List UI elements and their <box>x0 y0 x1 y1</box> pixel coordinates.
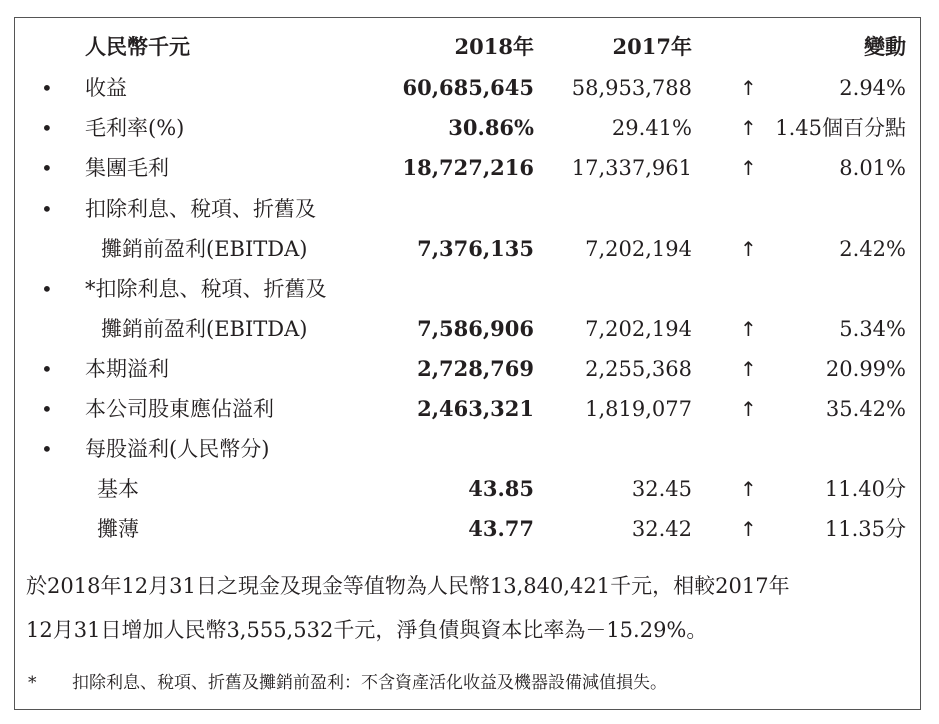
change-value: 1.45個百分點 <box>775 116 906 140</box>
value-2017: 58,953,788 <box>571 76 692 100</box>
footnote-text: 扣除利息、稅項、折舊及攤銷前盈利：不含資產活化收益及機器設備減值損失。 <box>72 673 667 693</box>
value-2018: 2,463,321 <box>417 396 534 421</box>
header-col-change: 變動 <box>864 34 906 59</box>
table-row <box>15 509 920 549</box>
up-arrow-icon: ↑ <box>740 237 757 261</box>
up-arrow-icon: ↑ <box>740 477 757 501</box>
row-label: 扣除利息、稅項、折舊及 <box>85 197 316 221</box>
up-arrow-icon: ↑ <box>740 317 757 341</box>
value-2017: 17,337,961 <box>571 156 692 180</box>
value-2017: 7,202,194 <box>585 317 692 341</box>
change-value: 20.99% <box>825 357 906 381</box>
up-arrow-icon: ↑ <box>740 397 757 421</box>
value-2018: 43.85 <box>468 476 534 501</box>
change-value: 35.42% <box>825 397 906 421</box>
bullet: • <box>41 116 53 140</box>
table-row <box>15 68 920 108</box>
value-2017: 32.42 <box>631 517 692 541</box>
change-value: 2.42% <box>839 237 906 261</box>
value-2017: 29.41% <box>611 116 692 140</box>
table-row <box>15 429 920 469</box>
header-unit-label: 人民幣千元 <box>85 34 190 59</box>
footnote-mark: * <box>28 673 37 693</box>
table-row <box>15 349 920 389</box>
summary-paragraph-line-1: 於2018年12月31日之現金及現金等值物為人民幣13,840,421千元，相較2017年 <box>26 574 790 598</box>
value-2017: 32.45 <box>631 477 692 501</box>
table-row <box>15 108 920 148</box>
row-label: 基本 <box>97 477 139 501</box>
up-arrow-icon: ↑ <box>740 156 757 180</box>
value-2017: 1,819,077 <box>585 397 692 421</box>
bullet: • <box>41 277 53 301</box>
up-arrow-icon: ↑ <box>740 357 757 381</box>
value-2018: 18,727,216 <box>402 155 534 180</box>
row-label: 攤銷前盈利(EBITDA) <box>101 237 308 261</box>
bullet: • <box>41 156 53 180</box>
value-2018: 7,586,906 <box>417 316 534 341</box>
change-value: 8.01% <box>839 156 906 180</box>
row-label: 每股溢利(人民幣分) <box>85 437 270 461</box>
change-value: 11.35分 <box>824 517 906 541</box>
change-value: 11.40分 <box>824 477 906 501</box>
header-col-2017: 2017年 <box>612 34 692 59</box>
table-row <box>15 309 920 349</box>
bullet: • <box>41 357 53 381</box>
up-arrow-icon: ↑ <box>740 517 757 541</box>
row-label: 集團毛利 <box>85 156 169 180</box>
table-row <box>15 469 920 509</box>
value-2017: 7,202,194 <box>585 237 692 261</box>
bullet: • <box>41 197 53 221</box>
results-table-frame <box>14 17 921 710</box>
value-2018: 30.86% <box>448 115 534 140</box>
bullet: • <box>41 397 53 421</box>
bullet: • <box>41 437 53 461</box>
change-value: 5.34% <box>839 317 906 341</box>
value-2018: 7,376,135 <box>417 236 534 261</box>
row-label: 本期溢利 <box>85 357 169 381</box>
table-row <box>15 269 920 309</box>
row-label: 本公司股東應佔溢利 <box>85 397 274 421</box>
up-arrow-icon: ↑ <box>740 76 757 100</box>
header-col-2018: 2018年 <box>454 34 534 59</box>
value-2018: 43.77 <box>468 516 534 541</box>
row-label: 攤薄 <box>97 517 139 541</box>
value-2018: 2,728,769 <box>417 356 534 381</box>
value-2018: 60,685,645 <box>402 75 534 100</box>
summary-paragraph-line-2: 12月31日增加人民幣3,555,532千元，淨負債與資本比率為－15.29%。 <box>26 618 708 642</box>
row-label: 收益 <box>85 76 127 100</box>
table-header-row <box>15 27 920 67</box>
row-label: 毛利率(%) <box>85 116 185 140</box>
row-label: *扣除利息、稅項、折舊及 <box>85 277 327 301</box>
table-row <box>15 229 920 269</box>
table-row <box>15 148 920 188</box>
bullet: • <box>41 76 53 100</box>
value-2017: 2,255,368 <box>585 357 692 381</box>
table-row <box>15 389 920 429</box>
up-arrow-icon: ↑ <box>740 116 757 140</box>
change-value: 2.94% <box>839 76 906 100</box>
row-label: 攤銷前盈利(EBITDA) <box>101 317 308 341</box>
table-row <box>15 189 920 229</box>
